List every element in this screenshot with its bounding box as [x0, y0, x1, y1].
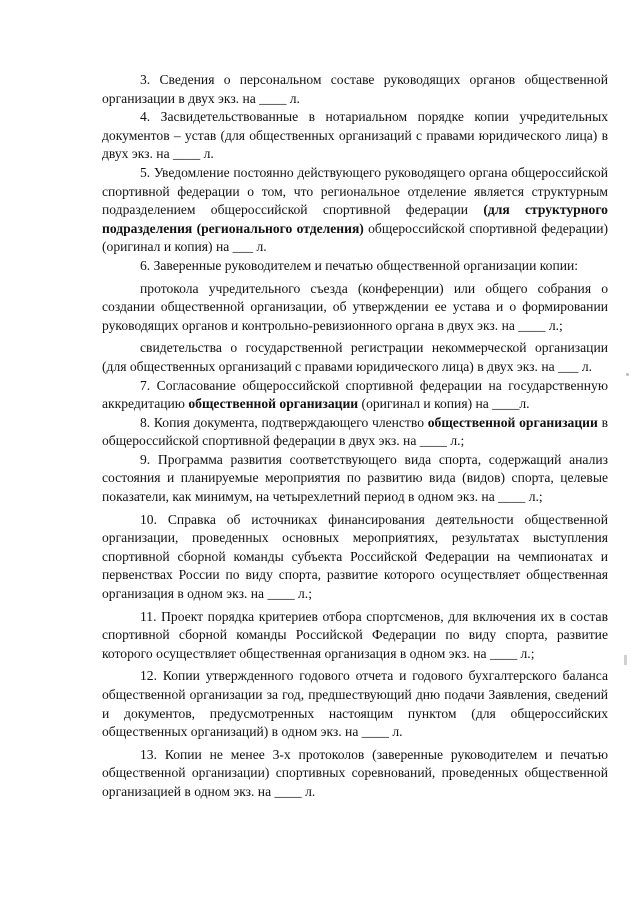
- item-8-tail: в общероссийской спортивной федерации в двух экз. на ____ л.;: [102, 414, 608, 449]
- item-13: 13. Копии не менее 3-х протоколов (заверенные руководителем и печатью общественной организации) спортивных соревнований, проведенных общественной организацией в одном экз. на ____ л.: [102, 746, 608, 799]
- item-7-bold: общественной организации: [188, 396, 359, 412]
- item-5-text: 5. Уведомление постоянно действующего руководящего органа общероссийской спортивной федерации о том, что региональное отделение является структурным подразделением общероссийской спортивной федерации: [102, 164, 608, 218]
- item-9: 9. Программа развития соответствующего вида спорта, содержащий анализ состояния и планируемые мероприятия по развитию вида (видов) спорта, целевые показатели, как минимум, на четырехлетний период в одном экз. на ____ л.;: [102, 451, 608, 505]
- scan-speck: [626, 373, 629, 376]
- item-6: 6. Заверенные руководителем и печатью общественной организации копии:: [140, 257, 579, 273]
- item-5-tail: общероссийской спортивной федерации) (оригинал и копия) на ___ л.: [102, 220, 608, 255]
- item-8: [102, 414, 608, 451]
- item-7-tail: (оригинал и копия) на ____л.: [358, 396, 530, 412]
- item-3: 3. Сведения о персональном составе руководящих органов общественной организации в двух экз. на ____ л.: [102, 72, 608, 106]
- item-12: 12. Копии утвержденного годового отчета и годового бухгалтерского баланса общественной организации за год, предшествующий дню подачи Заявления, сведений и документов, предусмотренных настоящим пунктом (для общероссийских общественных организаций) в одном экз. на ____ л.: [102, 668, 608, 740]
- item-8-text: 8. Копия документа, подтверждающего членство: [140, 414, 428, 430]
- item-7: [102, 377, 608, 414]
- item-6-certificate: свидетельства о государственной регистрации некоммерческой организации (для общественных организаций с правами юридического лица) в двух экз. на ___ л.: [102, 340, 608, 374]
- item-6-protocol: протокола учредительного съезда (конференции) или общего собрания о создании общественной организации, об утверждении ее устава и о формировании руководящих органов и контрольно-ревизионного органа в двух экз. на ____ л.;: [102, 280, 608, 333]
- scan-speck: [624, 655, 627, 665]
- item-10: 10. Справка об источниках финансирования деятельности общественной организации, проведенных основных мероприятиях, результатах выступления спортивной сборной команды субъекта Российской Федерации на чемпионатах и первенствах России по виду спорта, развитие которого осуществляет общественная организация в одном экз. на ____ л.;: [102, 511, 608, 602]
- item-5-bold: (для структурного подразделения (регионального отделения): [102, 202, 608, 236]
- item-11: 11. Проект порядка критериев отбора спортсменов, для включения их в состав спортивной сборной команды Российской Федерации по виду спорта, развитие которого осуществляет общественная организация в одном экз. на ____ л.;: [102, 608, 608, 661]
- document-body: [102, 71, 608, 802]
- item-8-bold: общественной организации: [427, 414, 598, 430]
- item-4: 4. Засвидетельствованные в нотариальном порядке копии учредительных документов – устав (для общественных организаций с правами юридического лица) в двух экз. на ____ л.: [102, 109, 608, 162]
- item-5: [102, 164, 608, 257]
- item-7-text: 7. Согласование общероссийской спортивной федерации на государственную аккредитацию: [102, 377, 608, 412]
